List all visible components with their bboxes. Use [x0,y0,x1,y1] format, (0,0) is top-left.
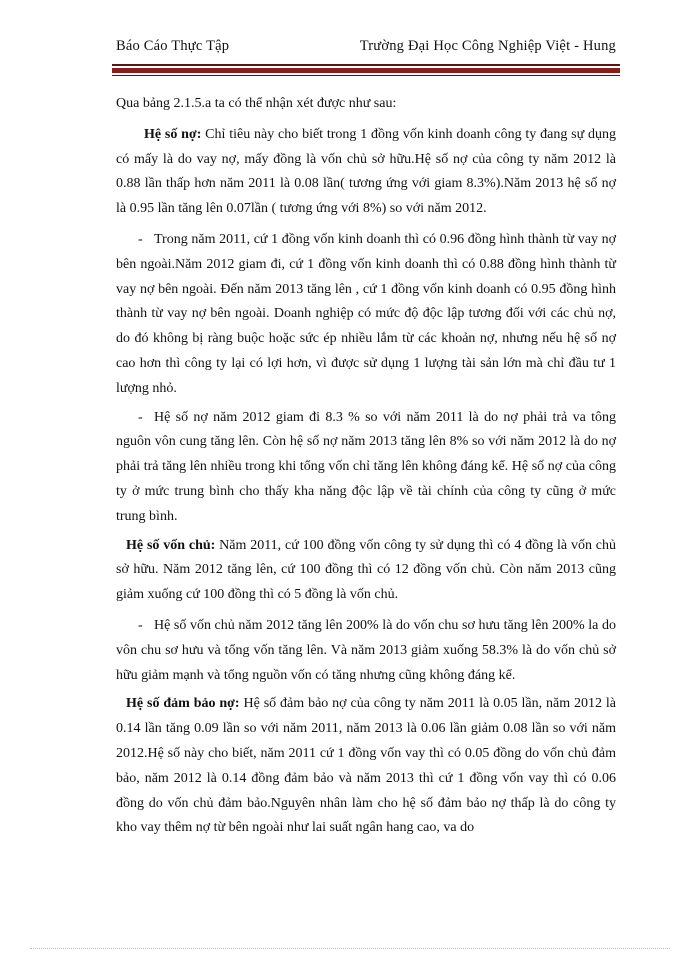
dash-marker: - [138,409,143,425]
term-debt-ratio: Hệ số nợ: [144,126,202,142]
intro-sentence: Qua bảng 2.1.5.a ta có thể nhận xét được như sau: [116,96,397,111]
paragraph-text: Năm 2011, cứ 100 đồng vốn công ty sử dụng thì có 4 đồng là vốn chủ sở hữu. Năm 2012 tăng lên, cứ 100 đồng thì có 12 đồng vốn chủ. Còn năm 2013 cũng giảm xuống cứ 100 đồng thì có 5 đồng là vốn chủ. [116,537,616,603]
page-header [116,38,616,62]
page-bottom-divider [30,948,670,949]
dash-marker: - [138,617,143,633]
bullet-item [116,228,616,402]
bullet-text: Hệ số vốn chủ năm 2012 tăng lên 200% là do vốn chu sơ hưu tăng lên 200% la do vôn chu sơ hưu và tổng vốn tăng lên. Và năm 2013 giảm xuống 58.3% là do vốn chủ sở hữu giảm mạnh và tổng nguồn vốn có tăng nhưng cũng không đáng kể. [116,617,616,683]
header-right-title: Trường Đại Học Công Nghiệp Việt - Hung [359,38,616,54]
paragraph-equity-ratio [116,534,616,608]
term-equity-ratio: Hệ số vốn chủ: [126,537,216,553]
term-debt-coverage: Hệ số đảm bảo nợ: [126,696,240,712]
dash-marker: - [138,231,143,247]
document-body [116,92,616,841]
header-rule-top [112,64,620,66]
header-rule-bottom [112,75,620,76]
paragraph-debt-ratio [116,123,616,222]
bullet-text: Hệ số nợ năm 2012 giam đi 8.3 % so với năm 2011 là do nợ phải trả va tông nguôn vôn cung tăng lên. Còn hệ số nợ năm 2013 tăng lên 8% so với năm 2012 là do nợ phải trả tăng lên nhiều trong khi tổng vốn chỉ tăng lên không đáng kể. Hệ số nợ của công ty ở mức trung bình cho thấy kha năng độc lập về tài chính của công ty cũng ở mức trung bình. [116,409,616,524]
header-rule-thick [112,68,620,73]
paragraph-text: Chỉ tiêu này cho biết trong 1 đồng vốn kinh doanh công ty đang sự dụng có mấy là do vay nợ, mấy đồng là vốn chủ sở hữu.Hệ số nợ của công ty năm 2012 là 0.88 lần thấp hơn năm 2011 là 0.08 lần( tương ứng với giam 8.3%).Năm 2013 hệ số nợ là 0.95 lần tăng lên 0.07lần ( tương ứng với 8%) so với năm 2012. [116,126,616,217]
bullet-item [116,614,616,688]
header-left-title: Báo Cáo Thực Tập [116,38,230,54]
bullet-text: Trong năm 2011, cứ 1 đồng vốn kinh doanh thì có 0.96 đồng hình thành từ vay nợ bên ngoài.Năm 2012 giam đi, cứ 1 đồng vốn kinh doanh thì có 0.88 đồng hình thành từ vay nợ bên ngoài. Đến năm 2013 tăng lên , cứ 1 đồng vốn kinh doanh có 0.95 đồng hình thành từ vay nợ bên ngoài. Doanh nghiệp có mức độ độc lập tương đối với các chủ nợ, do đó không bị ràng buộc hoặc sức ép nhiều lắm từ các khoản nợ, nhưng nếu hệ số nợ cao hơn thì công ty lại có lợi hơn, vì được sử dụng 1 lượng tài sản lớn mà chỉ đầu tư 1 lượng nhỏ. [116,231,616,396]
paragraph-debt-coverage [116,692,616,841]
paragraph-text: Hệ số đảm bảo nợ của công ty năm 2011 là 0.05 lần, năm 2012 là 0.14 lần tăng 0.09 lần so với năm 2011, năm 2013 là 0.06 lần giảm 0.08 lần so với năm 2012.Hệ số này cho biết, năm 2011 cứ 1 đồng vốn vay thì có 0.05 đồng do vốn chủ đảm bảo, năm 2012 là 0.14 đồng đảm bảo và năm 2013 thì cứ 1 đồng vốn vay thì có 0.06 đồng do vốn chủ đảm bảo.Nguyên nhân làm cho hệ số đảm bảo nợ thấp là do công ty kho vay thêm nợ từ bên ngoài như lai suất ngân hang cao, va do [116,696,616,836]
bullet-item [116,406,616,530]
